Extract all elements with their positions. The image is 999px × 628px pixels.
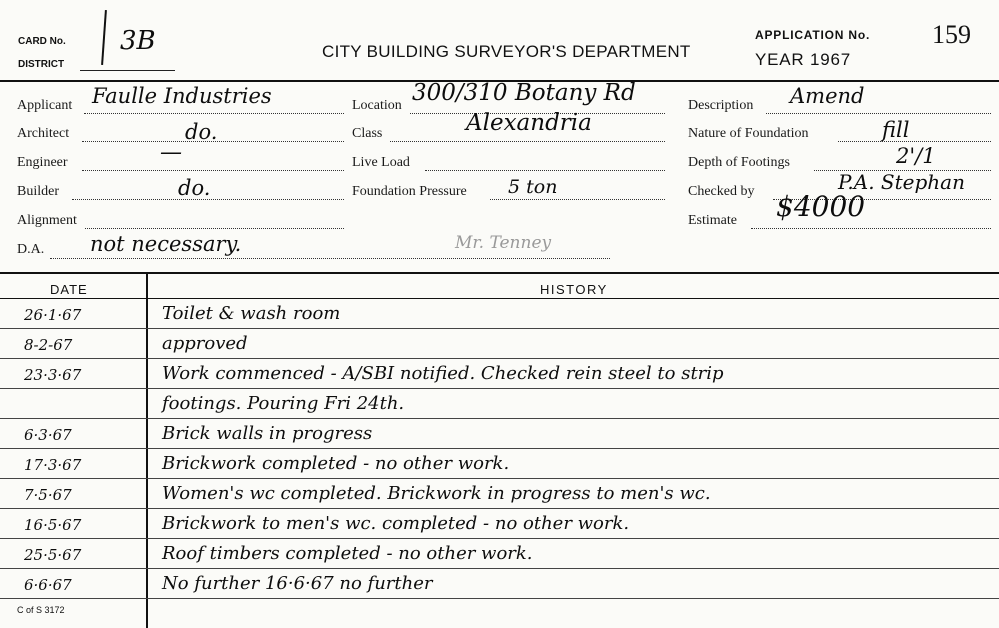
history-row-date: 6·3·67 — [24, 426, 72, 444]
history-row-rule — [0, 418, 999, 419]
history-row-rule — [0, 508, 999, 509]
history-row-rule — [0, 568, 999, 569]
engineer-dotline — [82, 170, 344, 171]
class-label: Class — [352, 126, 383, 141]
estimate-dotline — [751, 228, 991, 229]
date-column-divider — [146, 272, 148, 628]
history-row-text: Roof timbers completed - no other work. — [162, 543, 533, 564]
history-row-date: 8-2-67 — [24, 336, 73, 354]
card-no-label: CARD No. — [18, 36, 66, 47]
description-label: Description — [688, 98, 754, 113]
history-row-rule — [0, 598, 999, 599]
application-no-label: APPLICATION No. — [755, 28, 871, 42]
history-row-text: footings. Pouring Fri 24th. — [162, 393, 405, 414]
checked-by-value: P.A. Stephan — [838, 170, 965, 194]
nature-of-foundation-label: Nature of Foundation — [688, 126, 809, 141]
history-row-text: Work commenced - A/SBI notified. Checked rein steel to strip — [162, 363, 724, 384]
architect-label: Architect — [17, 126, 70, 141]
history-row-date: 6·6·67 — [24, 576, 72, 594]
district-underline — [80, 70, 175, 71]
date-column-header: DATE — [50, 282, 88, 297]
history-row-rule — [0, 358, 999, 359]
applicant-label: Applicant — [17, 98, 73, 113]
estimate-value: $4000 — [776, 190, 866, 223]
nature-of-foundation-value: fill — [882, 118, 910, 142]
history-row-rule — [0, 538, 999, 539]
history-column-header: HISTORY — [540, 282, 608, 297]
history-row-date: 23·3·67 — [24, 366, 82, 384]
history-row-date: 16·5·67 — [24, 516, 82, 534]
history-row-text: Brick walls in progress — [162, 423, 373, 444]
applicant-value: Faulle Industries — [92, 84, 272, 108]
engineer-label: Engineer — [17, 155, 68, 170]
history-row-rule — [0, 478, 999, 479]
location-label: Location — [352, 98, 402, 113]
da-label: D.A. — [17, 242, 45, 257]
applicant-dotline — [84, 113, 344, 114]
history-top-rule — [0, 272, 999, 274]
faint-note: Mr. Tenney — [455, 233, 552, 253]
history-row-text: approved — [162, 333, 248, 354]
history-row-text: Brickwork to men's wc. completed - no other work. — [162, 513, 630, 534]
history-row-text: No further 16·6·67 no further — [162, 573, 433, 594]
history-row-text: Brickwork completed - no other work. — [162, 453, 510, 474]
history-row-text: Women's wc completed. Brickwork in progress to men's wc. — [162, 483, 711, 504]
history-row-date: 7·5·67 — [24, 486, 72, 504]
history-row-rule — [0, 388, 999, 389]
form-number: C of S 3172 — [17, 605, 65, 615]
description-dotline — [766, 113, 991, 114]
da-value: not necessary. — [90, 232, 242, 256]
application-no-value: 159 — [932, 20, 971, 49]
depth-of-footings-label: Depth of Footings — [688, 155, 790, 170]
nature-of-foundation-dotline — [838, 141, 991, 142]
history-row-rule — [0, 328, 999, 329]
architect-value: do. — [185, 120, 218, 144]
foundation-pressure-value: 5 ton — [508, 176, 558, 198]
builder-label: Builder — [17, 184, 59, 199]
foundation-pressure-label: Foundation Pressure — [352, 184, 467, 199]
department-title: CITY BUILDING SURVEYOR'S DEPARTMENT — [322, 42, 691, 61]
engineer-value: — — [160, 140, 182, 165]
class-dotline — [390, 141, 665, 142]
live-load-label: Live Load — [352, 155, 410, 170]
location-value-2: Alexandria — [466, 110, 592, 136]
checked-by-label: Checked by — [688, 184, 755, 199]
alignment-dotline — [85, 228, 344, 229]
card-no-value: 3B — [120, 26, 156, 56]
location-value-1: 300/310 Botany Rd — [412, 80, 636, 106]
card-no-stroke — [101, 10, 107, 65]
district-label: DISTRICT — [18, 59, 65, 70]
depth-of-footings-value: 2'/1 — [896, 144, 936, 168]
foundation-pressure-dotline — [490, 199, 665, 200]
estimate-label: Estimate — [688, 213, 737, 228]
alignment-label: Alignment — [17, 213, 77, 228]
year-label: YEAR 1967 — [755, 50, 852, 69]
history-row-date: 17·3·67 — [24, 456, 82, 474]
live-load-dotline — [425, 170, 665, 171]
history-row-date: 25·5·67 — [24, 546, 82, 564]
description-value: Amend — [790, 84, 865, 108]
history-row-text: Toilet & wash room — [162, 303, 341, 324]
history-row-rule — [0, 448, 999, 449]
history-header-rule — [0, 298, 999, 299]
da-dotline — [50, 258, 610, 259]
builder-value: do. — [178, 176, 211, 200]
history-row-date: 26·1·67 — [24, 306, 82, 324]
